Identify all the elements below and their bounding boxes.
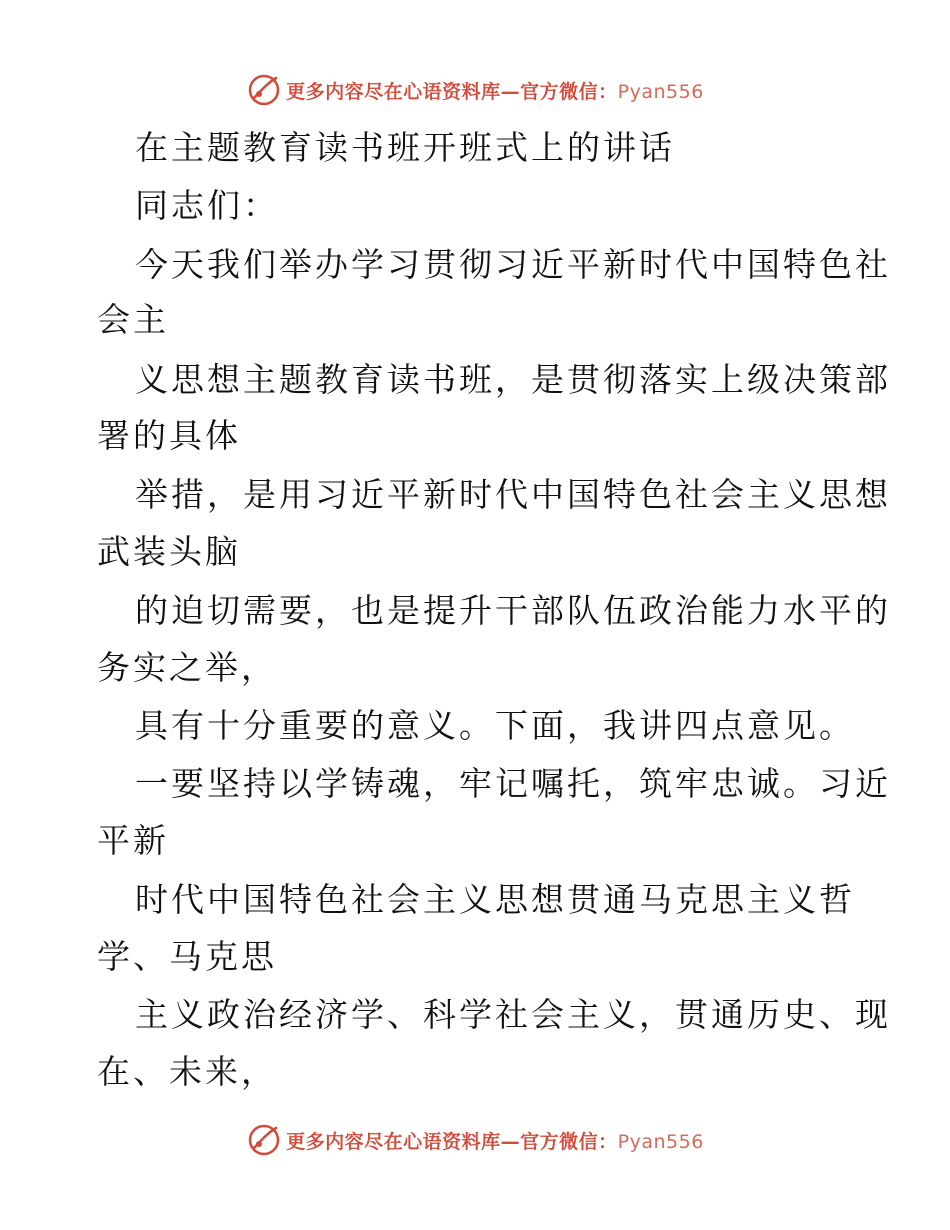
watermark-text: 更多内容尽在心语资料库—官方微信：Pyan556 [286,1130,704,1153]
text-line: 一要坚持以学铸魂，牢记嘱托，筑牢忠诚。习近 [135,764,891,803]
watermark-id: Pyan556 [617,1130,704,1153]
salutation: 同志们： [135,186,279,225]
text-line: 学、马克思 [97,937,277,976]
text-line: 务实之举， [97,648,277,687]
pen-logo-icon [246,72,282,108]
watermark-id: Pyan556 [617,80,704,103]
pen-logo-icon [246,1122,282,1158]
text-line: 平新 [97,821,169,860]
text-line: 义思想主题教育读书班，是贯彻落实上级决策部 [135,360,891,399]
text-line: 在、未来， [97,1052,277,1091]
watermark-banner-top [0,72,950,108]
text-line: 今天我们举办学习贯彻习近平新时代中国特色社 [135,245,891,284]
text-line: 举措，是用习近平新时代中国特色社会主义思想 [135,475,891,514]
watermark-banner-bottom [0,1122,950,1158]
text-line: 会主 [97,300,169,339]
text-line: 具有十分重要的意义。下面，我讲四点意见。 [135,706,855,745]
text-line: 主义政治经济学、科学社会主义，贯通历史、现 [135,995,891,1034]
document-title: 在主题教育读书班开班式上的讲话 [135,128,675,167]
text-line: 武装头脑 [97,532,241,571]
text-line: 时代中国特色社会主义思想贯通马克思主义哲 [135,880,855,919]
text-line: 的迫切需要，也是提升干部队伍政治能力水平的 [135,591,891,630]
text-line: 署的具体 [97,416,241,455]
watermark-text: 更多内容尽在心语资料库—官方微信：Pyan556 [286,80,704,103]
